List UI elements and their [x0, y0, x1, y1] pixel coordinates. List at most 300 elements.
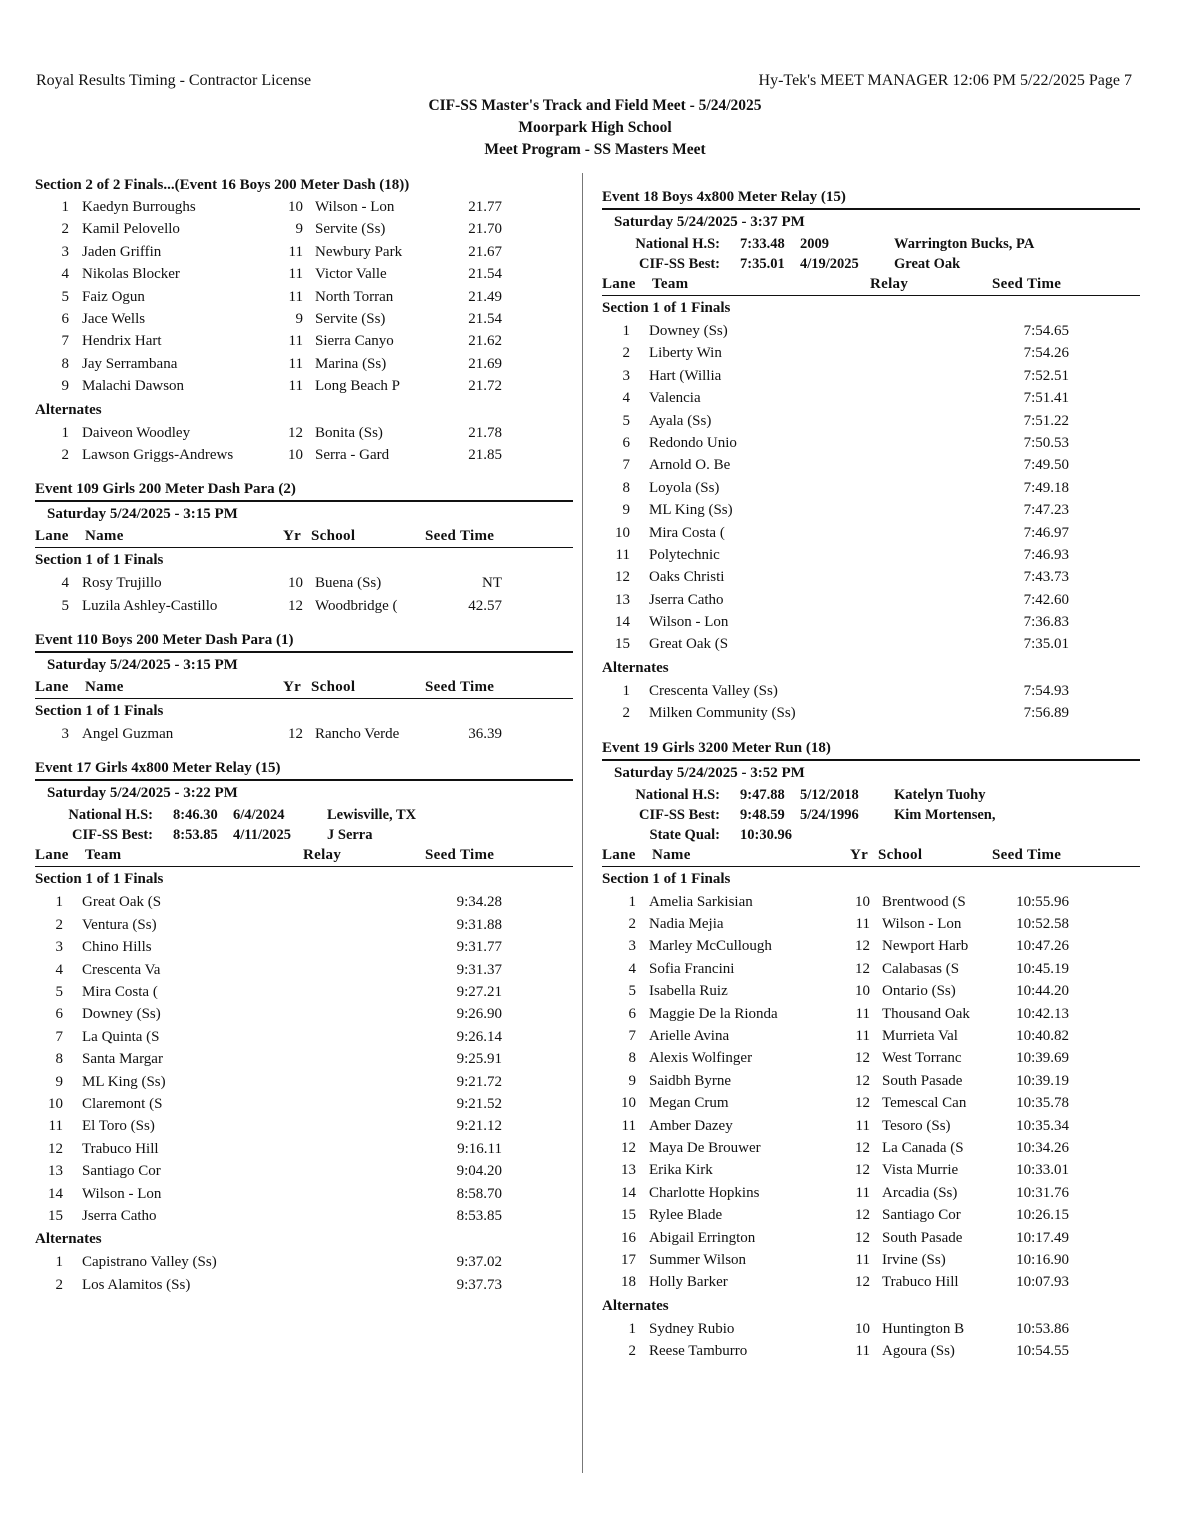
lane-number: 14: [615, 614, 630, 631]
lane-number: 5: [628, 983, 636, 1000]
lane-number: 3: [61, 726, 69, 743]
seed-time: 7:50.53: [1023, 434, 1069, 451]
athlete-name: Reese Tamburro: [649, 1343, 748, 1360]
record-label: National H.S:: [635, 786, 720, 803]
team-name: Jserra Catho: [82, 1207, 157, 1224]
record-date: 6/4/2024: [233, 807, 285, 824]
header-lane: Lane: [35, 528, 69, 545]
entry-row: [602, 1204, 1140, 1226]
header-name: Name: [652, 846, 691, 863]
athlete-year: 11: [855, 916, 870, 933]
record-label: National H.S:: [635, 236, 720, 252]
seed-time: 42.57: [468, 597, 502, 614]
athlete-name: Faiz Ogun: [82, 288, 145, 305]
entry-row: [602, 1182, 1140, 1204]
entry-row: [602, 320, 1140, 342]
team-name: Jserra Catho: [649, 591, 724, 608]
right-column: [602, 174, 1140, 1362]
header-yr: Yr: [283, 679, 302, 696]
entry-row: [35, 1138, 573, 1160]
athlete-year: 12: [288, 726, 303, 743]
athlete-name: Angel Guzman: [82, 726, 174, 743]
record-label: National H.S:: [68, 807, 153, 824]
lane-number: 1: [622, 682, 630, 699]
seed-time: 9:21.72: [456, 1073, 502, 1090]
team-name: Los Alamitos (Ss): [82, 1276, 191, 1293]
seed-time: 21.54: [468, 310, 502, 327]
seed-time: 10:39.19: [1016, 1072, 1069, 1089]
entry-row: [602, 1271, 1140, 1293]
entry-row: [35, 241, 573, 263]
seed-time: 21.70: [468, 221, 502, 238]
seed-time: 10:47.26: [1016, 938, 1069, 955]
athlete-name: Daiveon Woodley: [82, 424, 191, 441]
entry-row: [602, 387, 1140, 409]
record-holder: Warrington Bucks, PA: [894, 236, 1035, 252]
lane-number: 2: [61, 221, 69, 238]
school-name: La Canada (S: [882, 1139, 964, 1156]
lane-number: 5: [622, 412, 630, 429]
seed-time: 10:07.93: [1016, 1274, 1069, 1291]
spacer: [35, 617, 573, 629]
state-qual: [602, 825, 1140, 845]
athlete-name: Marley McCullough: [649, 938, 772, 955]
athlete-name: Summer Wilson: [649, 1251, 747, 1268]
school-name: Rancho Verde: [315, 726, 400, 743]
header-seed-time: Seed Time: [992, 846, 1062, 863]
lane-number: 10: [621, 1095, 636, 1112]
entry-row: [35, 1071, 573, 1093]
athlete-year: 11: [855, 1117, 870, 1134]
athlete-year: 11: [855, 1005, 870, 1022]
athlete-name: Rylee Blade: [649, 1207, 723, 1224]
header-school: School: [311, 528, 356, 545]
entry-row: [35, 1160, 573, 1182]
athlete-name: Nikolas Blocker: [82, 266, 180, 283]
athlete-year: 11: [855, 1027, 870, 1044]
record-holder: Lewisville, TX: [327, 807, 417, 824]
athlete-name: Sofia Francini: [649, 960, 735, 977]
column-divider: [582, 173, 583, 1473]
seed-time: 10:17.49: [1016, 1229, 1069, 1246]
seed-time: 9:21.52: [456, 1095, 502, 1112]
record-holder: J Serra: [327, 827, 373, 844]
seed-time: 9:16.11: [457, 1140, 502, 1157]
lane-number: 4: [61, 575, 69, 592]
lane-number: 4: [628, 960, 636, 977]
athlete-year: 10: [288, 575, 303, 592]
athlete-year: 12: [855, 1274, 870, 1291]
event-110-title: Event 110 Boys 200 Meter Dash Para (1): [35, 629, 573, 653]
seed-time: 21.77: [468, 199, 502, 215]
athlete-year: 10: [855, 1320, 870, 1337]
entry-row: [602, 544, 1140, 566]
lane-number: 13: [621, 1162, 636, 1179]
event-18-title: Event 18 Boys 4x800 Meter Relay (15): [602, 186, 1140, 210]
team-name: Ayala (Ss): [649, 412, 712, 429]
seed-time: 10:45.19: [1016, 960, 1069, 977]
lane-number: 3: [622, 367, 630, 384]
seed-time: 10:42.13: [1016, 1005, 1069, 1022]
event-datetime: Saturday 5/24/2025 - 3:15 PM: [47, 657, 238, 674]
entry-row: [35, 263, 573, 285]
alternates-heading: Alternates: [602, 1297, 669, 1314]
athlete-year: 12: [855, 1229, 870, 1246]
entry-row: [35, 1093, 573, 1115]
entry-row: [602, 1159, 1140, 1181]
athlete-year: 12: [855, 1207, 870, 1224]
seed-time: 7:54.65: [1023, 323, 1069, 339]
record-label: CIF-SS Best:: [72, 827, 153, 844]
lane-number: 7: [622, 457, 630, 474]
lane-number: 3: [55, 939, 63, 956]
event-datetime: Saturday 5/24/2025 - 3:37 PM: [614, 214, 805, 230]
athlete-year: 9: [295, 310, 303, 327]
entry-row: [602, 891, 1140, 913]
athlete-year: 11: [855, 1184, 870, 1201]
header-software-info: Hy-Tek's MEET MANAGER 12:06 PM 5/22/2025 Page 7: [758, 72, 1132, 89]
header-yr: Yr: [283, 528, 302, 545]
school-name: Irvine (Ss): [882, 1251, 946, 1268]
header-team: Team: [85, 847, 122, 864]
seed-time: 10:33.01: [1016, 1162, 1069, 1179]
entry-row: [602, 342, 1140, 364]
school-name: Ontario (Ss): [882, 983, 956, 1000]
school-name: Thousand Oak: [882, 1005, 970, 1022]
athlete-name: Maggie De la Rionda: [649, 1005, 778, 1022]
team-name: Chino Hills: [82, 939, 152, 956]
entry-row: [602, 432, 1140, 454]
column-headers: [35, 845, 573, 867]
lane-number: 6: [628, 1005, 636, 1022]
header-name: Name: [85, 679, 124, 696]
meet-venue: Moorpark High School: [518, 119, 672, 136]
athlete-year: 12: [855, 938, 870, 955]
athlete-year: 10: [288, 446, 303, 463]
seed-time: 7:36.83: [1023, 614, 1069, 631]
lane-number: 2: [55, 916, 63, 933]
athlete-year: 12: [288, 424, 303, 441]
seed-time: 21.69: [468, 355, 502, 372]
lane-number: 5: [61, 288, 69, 305]
entry-row: [35, 936, 573, 958]
record-date: 5/24/1996: [800, 806, 859, 823]
school-name: Bonita (Ss): [315, 424, 383, 441]
entry-row: [35, 1183, 573, 1205]
lane-number: 16: [621, 1229, 636, 1246]
seed-time: 9:31.77: [456, 939, 502, 956]
team-name: Hart (Willia: [649, 367, 722, 384]
lane-number: 2: [628, 1343, 636, 1360]
column-headers: [602, 274, 1140, 296]
record-label: CIF-SS Best:: [639, 806, 720, 823]
school-name: Agoura (Ss): [882, 1343, 955, 1360]
alternates-heading: Alternates: [602, 659, 669, 676]
seed-time: 7:54.93: [1023, 682, 1069, 699]
seed-time: 7:35.01: [1023, 636, 1069, 653]
seed-time: 36.39: [468, 726, 502, 743]
athlete-name: Malachi Dawson: [82, 378, 185, 395]
entry-row: [602, 410, 1140, 432]
lane-number: 9: [622, 502, 630, 519]
team-name: Loyola (Ss): [649, 479, 720, 496]
header-seed-time: Seed Time: [992, 276, 1062, 292]
column-headers: [35, 526, 573, 548]
spacer: [35, 466, 573, 478]
entry-row: [602, 1003, 1140, 1025]
entry-row: [602, 1137, 1140, 1159]
header-school: School: [878, 846, 923, 863]
entry-row: [35, 375, 573, 397]
seed-time: 10:35.78: [1016, 1095, 1069, 1112]
seed-time: 10:55.96: [1016, 893, 1069, 910]
lane-number: 9: [55, 1073, 63, 1090]
team-name: Wilson - Lon: [82, 1185, 162, 1202]
lane-number: 3: [61, 243, 69, 260]
spacer: [35, 745, 573, 757]
entry-row: [602, 980, 1140, 1002]
athlete-name: Lawson Griggs-Andrews: [82, 446, 234, 463]
school-name: Marina (Ss): [315, 355, 387, 372]
athlete-name: Erika Kirk: [649, 1162, 713, 1179]
record-holder: Katelyn Tuohy: [894, 786, 986, 803]
lane-number: 13: [615, 591, 630, 608]
seed-time: 7:43.73: [1023, 569, 1069, 586]
lane-number: 1: [622, 323, 630, 339]
section-heading: Section 1 of 1 Finals: [35, 871, 164, 888]
team-name: ML King (Ss): [82, 1073, 166, 1090]
column-headers: [35, 677, 573, 699]
lane-number: 6: [61, 310, 69, 327]
team-name: Claremont (S: [82, 1095, 163, 1112]
entry-row: [602, 477, 1140, 499]
athlete-year: 12: [855, 1139, 870, 1156]
entry-row: [602, 1092, 1140, 1114]
section-heading: Section 1 of 1 Finals: [602, 300, 731, 316]
athlete-name: Isabella Ruiz: [649, 983, 728, 1000]
entry-row: [35, 1205, 573, 1227]
athlete-name: Rosy Trujillo: [82, 575, 162, 592]
school-name: Newport Harb: [882, 938, 969, 955]
seed-time: 7:46.93: [1023, 546, 1069, 563]
header-license: Royal Results Timing - Contractor License: [36, 72, 312, 89]
alternates-heading: Alternates: [35, 401, 102, 418]
lane-number: 10: [615, 524, 630, 541]
team-name: Crescenta Va: [82, 961, 161, 978]
event-109-title: Event 109 Girls 200 Meter Dash Para (2): [35, 478, 573, 502]
entry-row: [602, 589, 1140, 611]
seed-time: 8:58.70: [456, 1185, 502, 1202]
entry-row: [35, 959, 573, 981]
team-name: Polytechnic: [649, 546, 720, 563]
team-name: Santiago Cor: [82, 1163, 161, 1180]
athlete-name: Abigail Errington: [649, 1229, 756, 1246]
lane-number: 5: [55, 984, 63, 1001]
lane-number: 2: [628, 916, 636, 933]
header-school: School: [311, 679, 356, 696]
school-name: Trabuco Hill: [882, 1274, 959, 1291]
alternate-row: [35, 1274, 573, 1296]
athlete-year: 11: [855, 1343, 870, 1360]
seed-time: 21.62: [468, 333, 502, 350]
record-date: 5/12/2018: [800, 786, 859, 803]
lane-number: 1: [61, 424, 69, 441]
athlete-year: 12: [288, 597, 303, 614]
record-time: 10:30.96: [740, 826, 792, 843]
school-name: South Pasade: [882, 1072, 963, 1089]
alternate-row: [602, 702, 1140, 724]
lane-number: 1: [628, 1320, 636, 1337]
lane-number: 3: [628, 938, 636, 955]
seed-time: 21.85: [468, 446, 502, 463]
team-name: Valencia: [649, 390, 701, 407]
entry-row: [35, 595, 573, 617]
lane-number: 9: [61, 378, 69, 395]
lane-number: 4: [622, 390, 630, 407]
seed-time: 9:34.28: [456, 894, 502, 911]
lane-number: 1: [61, 199, 69, 215]
lane-number: 18: [621, 1274, 636, 1291]
team-name: Mira Costa (: [649, 524, 725, 541]
team-name: Downey (Ss): [649, 323, 728, 339]
seed-time: 21.72: [468, 378, 502, 395]
athlete-name: Alexis Wolfinger: [649, 1050, 753, 1067]
team-name: Arnold O. Be: [649, 457, 731, 474]
team-name: Trabuco Hill: [82, 1140, 159, 1157]
header-titles: [0, 95, 1190, 161]
entry-row: [602, 499, 1140, 521]
entry-row: [602, 1025, 1140, 1047]
school-name: Calabasas (S: [882, 960, 960, 977]
lane-number: 4: [61, 266, 69, 283]
meet-program: Meet Program - SS Masters Meet: [484, 141, 706, 158]
entry-row: [35, 891, 573, 913]
header-seed-time: Seed Time: [425, 847, 495, 864]
record-label: CIF-SS Best:: [639, 256, 720, 272]
seed-time: 9:27.21: [456, 984, 502, 1001]
team-name: Downey (Ss): [82, 1006, 161, 1023]
athlete-year: 10: [855, 983, 870, 1000]
section-heading: Section 1 of 1 Finals: [35, 703, 164, 720]
spacer: [602, 174, 1140, 186]
lane-number: 2: [55, 1276, 63, 1293]
seed-time: 21.78: [468, 424, 502, 441]
lane-number: 11: [48, 1118, 63, 1135]
entry-row: [35, 308, 573, 330]
athlete-year: 12: [855, 1072, 870, 1089]
alternates-heading: Alternates: [35, 1231, 102, 1248]
athlete-year: 9: [295, 221, 303, 238]
national-record: [602, 234, 1140, 254]
seed-time: 9:26.90: [456, 1006, 502, 1023]
alternate-row: [602, 1318, 1140, 1340]
record-date: 4/11/2025: [233, 827, 292, 844]
seed-time: 8:53.85: [456, 1207, 502, 1224]
school-name: Murrieta Val: [882, 1027, 958, 1044]
lane-number: 2: [622, 345, 630, 362]
team-name: Redondo Unio: [649, 434, 737, 451]
lane-number: 13: [48, 1163, 63, 1180]
lane-number: 1: [55, 894, 63, 911]
alternate-row: [35, 444, 573, 466]
alternate-row: [35, 1251, 573, 1273]
seed-time: 10:34.26: [1016, 1139, 1069, 1156]
team-name: Milken Community (Ss): [649, 705, 796, 722]
seed-time: 7:46.97: [1023, 524, 1069, 541]
athlete-year: 12: [855, 1095, 870, 1112]
entry-row: [35, 1026, 573, 1048]
entry-row: [602, 454, 1140, 476]
seed-time: 10:44.20: [1016, 983, 1069, 1000]
header-team: Team: [652, 276, 689, 292]
cif-record: [602, 805, 1140, 825]
seed-time: 9:26.14: [456, 1028, 502, 1045]
header-relay: Relay: [870, 276, 909, 292]
team-name: La Quinta (S: [82, 1028, 160, 1045]
header-relay: Relay: [303, 847, 342, 864]
seed-time: 7:49.18: [1023, 479, 1069, 496]
left-column: [35, 174, 573, 1296]
athlete-year: 10: [855, 893, 870, 910]
entry-row: [602, 365, 1140, 387]
school-name: Temescal Can: [882, 1095, 967, 1112]
team-name: El Toro (Ss): [82, 1118, 155, 1135]
school-name: Santiago Cor: [882, 1207, 961, 1224]
seed-time: 10:16.90: [1016, 1251, 1069, 1268]
athlete-name: Kamil Pelovello: [82, 221, 180, 238]
seed-time: 10:40.82: [1016, 1027, 1069, 1044]
lane-number: 6: [55, 1006, 63, 1023]
lane-number: 8: [55, 1051, 63, 1068]
seed-time: 21.54: [468, 266, 502, 283]
seed-time: 9:04.20: [456, 1163, 502, 1180]
athlete-name: Holly Barker: [649, 1274, 728, 1291]
lane-number: 12: [48, 1140, 63, 1157]
team-name: ML King (Ss): [649, 502, 733, 519]
athlete-year: 11: [855, 1251, 870, 1268]
school-name: Huntington B: [882, 1320, 965, 1337]
event-datetime: Saturday 5/24/2025 - 3:52 PM: [614, 764, 805, 781]
team-name: Wilson - Lon: [649, 614, 729, 631]
school-name: Sierra Canyo: [315, 333, 394, 350]
lane-number: 8: [622, 479, 630, 496]
athlete-name: Saidbh Byrne: [649, 1072, 732, 1089]
athlete-year: 11: [288, 288, 303, 305]
entry-row: [602, 1070, 1140, 1092]
lane-number: 2: [61, 446, 69, 463]
alternate-row: [602, 680, 1140, 702]
header-lane: Lane: [602, 846, 636, 863]
section-heading: Section 1 of 1 Finals: [35, 552, 164, 569]
entry-row: [602, 1047, 1140, 1069]
school-name: Vista Murrie: [882, 1162, 959, 1179]
athlete-year: 12: [855, 1050, 870, 1067]
alternate-row: [602, 1340, 1140, 1362]
lane-number: 11: [615, 546, 630, 563]
lane-number: 10: [48, 1095, 63, 1112]
seed-time: 10:35.34: [1016, 1117, 1069, 1134]
header-name: Name: [85, 528, 124, 545]
school-name: West Torranc: [882, 1050, 962, 1067]
entry-row: [602, 935, 1140, 957]
entry-row: [35, 353, 573, 375]
record-time: 7:33.48: [740, 236, 785, 252]
header-lane: Lane: [602, 276, 636, 292]
lane-number: 7: [628, 1027, 636, 1044]
school-name: Woodbridge (: [315, 597, 398, 614]
entry-row: [602, 1115, 1140, 1137]
athlete-year: 10: [288, 199, 303, 215]
